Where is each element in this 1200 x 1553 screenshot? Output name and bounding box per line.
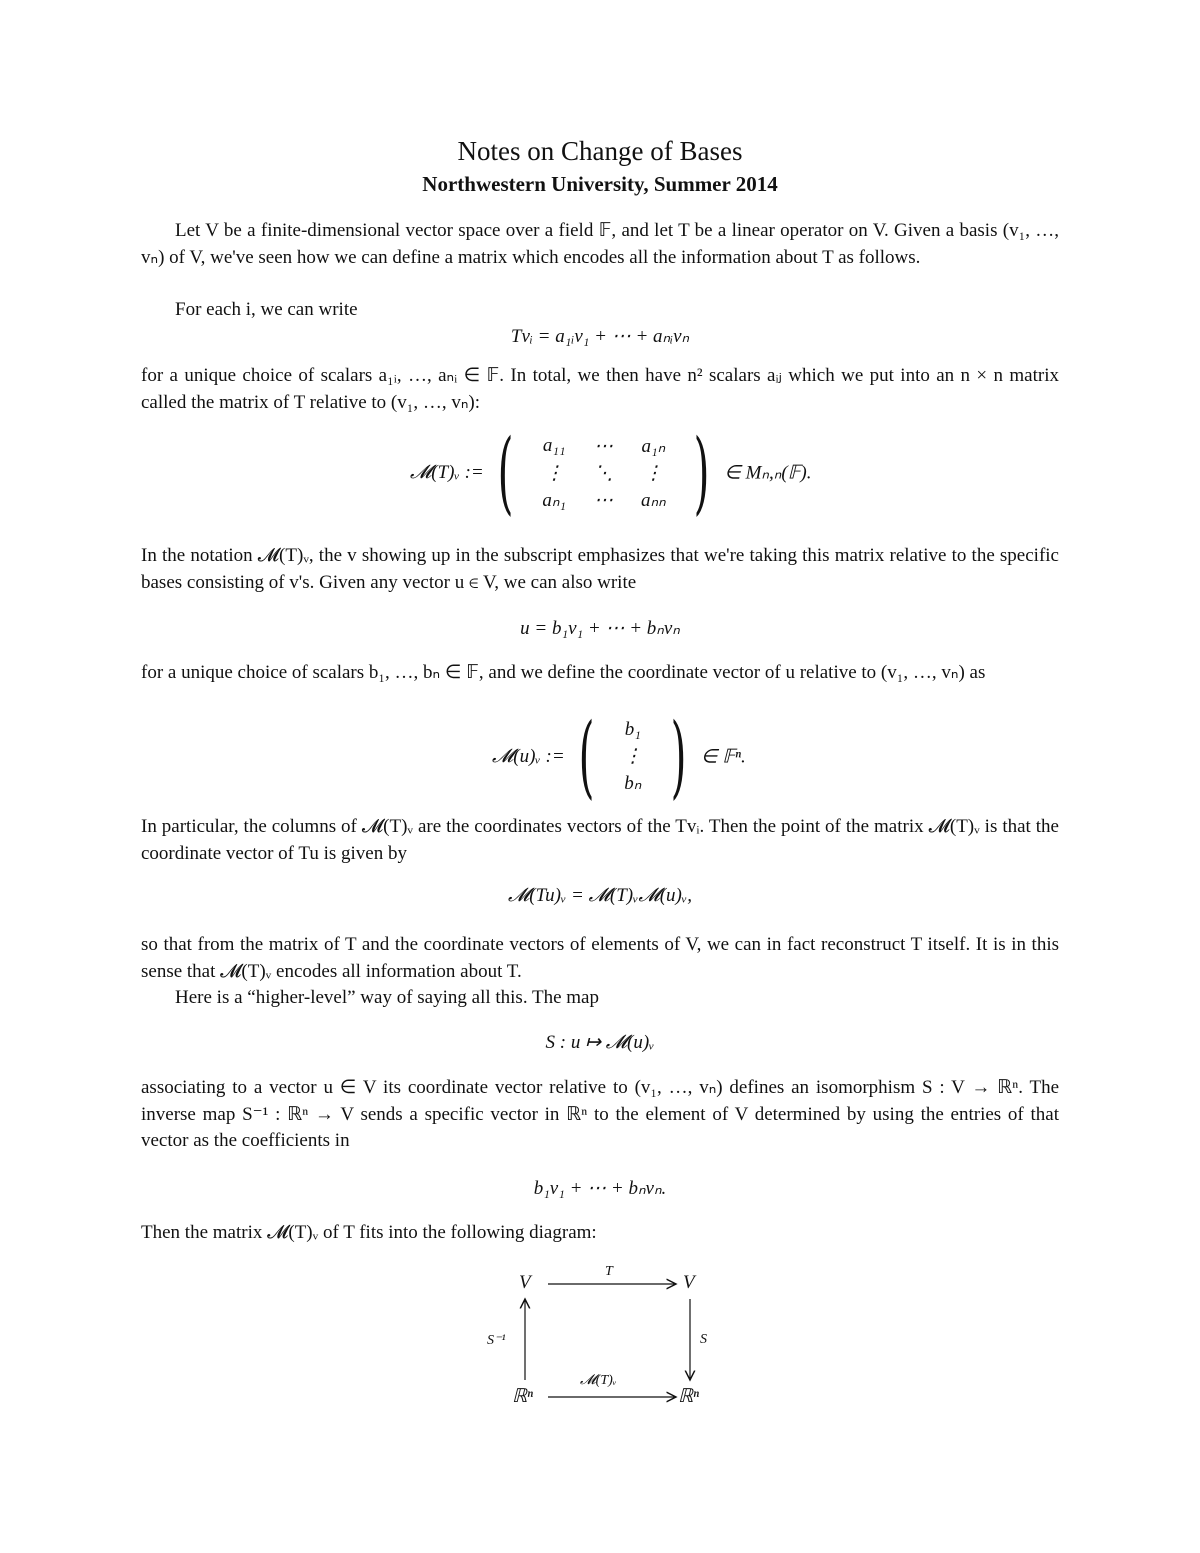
equation-u: u = b₁v₁ + ⋯ + bₙvₙ (520, 618, 680, 639)
vec-right-paren: ) (670, 704, 687, 809)
paragraph-for-each: For each i, we can write (175, 299, 358, 320)
paragraph-reconstruct: so that from the matrix of T and the coordinate vectors of elements of V, we can in fact reconstruct T itself. It is in this sense that 𝓜(T)ᵥ encodes all information about T. (141, 934, 1059, 982)
right-paren: ) (694, 420, 710, 525)
vec-left-paren: ( (579, 704, 595, 809)
diagram-bottom-left: ℝⁿ (512, 1386, 534, 1407)
left-paren: ( (498, 420, 514, 525)
matrix-row (528, 487, 679, 514)
matrix-lhs: 𝓜(T)ᵥ := (410, 462, 484, 483)
paragraph-coordinate: for a unique choice of scalars b₁, …, bₙ ∈ 𝔽, and we define the coordinate vector of u relative to (v₁, …, vₙ) as (141, 662, 986, 683)
document-title: Notes on Change of Bases (457, 136, 743, 166)
vector-row (609, 717, 656, 743)
vector-equation (492, 704, 746, 809)
matrix-table (528, 433, 679, 514)
equation-b-sum: b₁v₁ + ⋯ + bₙvₙ. (533, 1178, 667, 1199)
vector-row (609, 743, 656, 770)
matrix-cell: ⋮ (643, 462, 663, 484)
paragraph-notation: In the notation 𝓜(T)ᵥ, the v showing up in the subscript emphasizes that we're taking this matrix relative to the specific bases consisting of v's. Given any vector u ∈ V, we can also write (141, 545, 1059, 593)
vector-cell: ⋮ (623, 746, 643, 767)
matrix-row (528, 433, 679, 460)
matrix-cell: aₙₙ (641, 489, 666, 511)
paragraph-columns: In particular, the columns of 𝓜(T)ᵥ are the coordinates vectors of the Tvᵢ. Then the point of the matrix 𝓜(T)ᵥ is that the coordinate vector of Tu is given by (141, 816, 1059, 864)
vector-row (609, 770, 656, 797)
matrix-cell: aₙ₁ (542, 489, 567, 511)
paragraph-scalars: for a unique choice of scalars a₁ᵢ, …, aₙᵢ ∈ 𝔽. In total, we then have n² scalars aᵢⱼ which we put into an n × n matrix called the matrix of T relative to (v₁, …, vₙ): (141, 365, 1059, 413)
vector-cell: bₙ (624, 773, 642, 794)
diagram-top-right: V (683, 1272, 695, 1293)
paragraph-intro: Let V be a finite-dimensional vector space over a field 𝔽, and let T be a linear operator on V. Given a basis (v₁, …, vₙ) of V, we've seen how we can define a matrix which encodes all the information about T as follows. (141, 220, 1059, 268)
equation-tvi: Tvᵢ = a₁ᵢv₁ + ⋯ + aₙᵢvₙ (510, 326, 690, 347)
paragraph-higher-level: Here is a “higher-level” way of saying all this. The map (175, 987, 599, 1008)
document-subtitle: Northwestern University, Summer 2014 (422, 172, 778, 196)
diagram-bottom-right: ℝⁿ (678, 1386, 700, 1407)
equation-s-map: S : u ↦ 𝓜(u)ᵥ (545, 1032, 655, 1053)
matrix-rhs: ∈ Mₙ,ₙ(𝔽). (724, 462, 812, 484)
vector-table (609, 717, 656, 797)
paragraph-diagram-intro: Then the matrix 𝓜(T)ᵥ of T fits into the following diagram: (141, 1222, 597, 1243)
diagram-left-arrow-label: S⁻¹ (487, 1333, 506, 1348)
matrix-equation (410, 420, 812, 525)
vector-lhs: 𝓜(u)ᵥ := (492, 746, 565, 767)
diagram-top-arrow-label: T (605, 1264, 613, 1279)
vector-rhs: ∈ 𝔽ⁿ. (700, 746, 746, 768)
matrix-cell: ⋱ (594, 462, 614, 484)
equation-mtu: 𝓜(Tu)ᵥ = 𝓜(T)ᵥ𝓜(u)ᵥ, (508, 885, 692, 906)
matrix-cell: ⋯ (594, 435, 614, 457)
diagram-bottom-arrow-label: 𝓜(T)ᵥ (580, 1373, 617, 1388)
matrix-cell: ⋮ (544, 462, 564, 484)
diagram-top-left: V (519, 1272, 531, 1293)
paragraph-isomorphism: associating to a vector u ∈ V its coordinate vector relative to (v₁, …, vₙ) defines an isomorphism S : V → ℝⁿ. The inverse map S⁻¹ : ℝⁿ → V sends a specific vector in ℝⁿ to the element of V determined by using the entries of that vector as the coefficients in (141, 1077, 1059, 1151)
matrix-cell: a₁₁ (542, 435, 566, 456)
matrix-body (528, 433, 679, 514)
matrix-cell: a₁ₙ (641, 435, 666, 457)
diagram-right-arrow-label: S (700, 1332, 707, 1347)
vector-body (609, 717, 656, 797)
matrix-row (528, 460, 679, 487)
matrix-cell: ⋯ (594, 489, 614, 511)
vector-cell: b₁ (624, 719, 641, 740)
